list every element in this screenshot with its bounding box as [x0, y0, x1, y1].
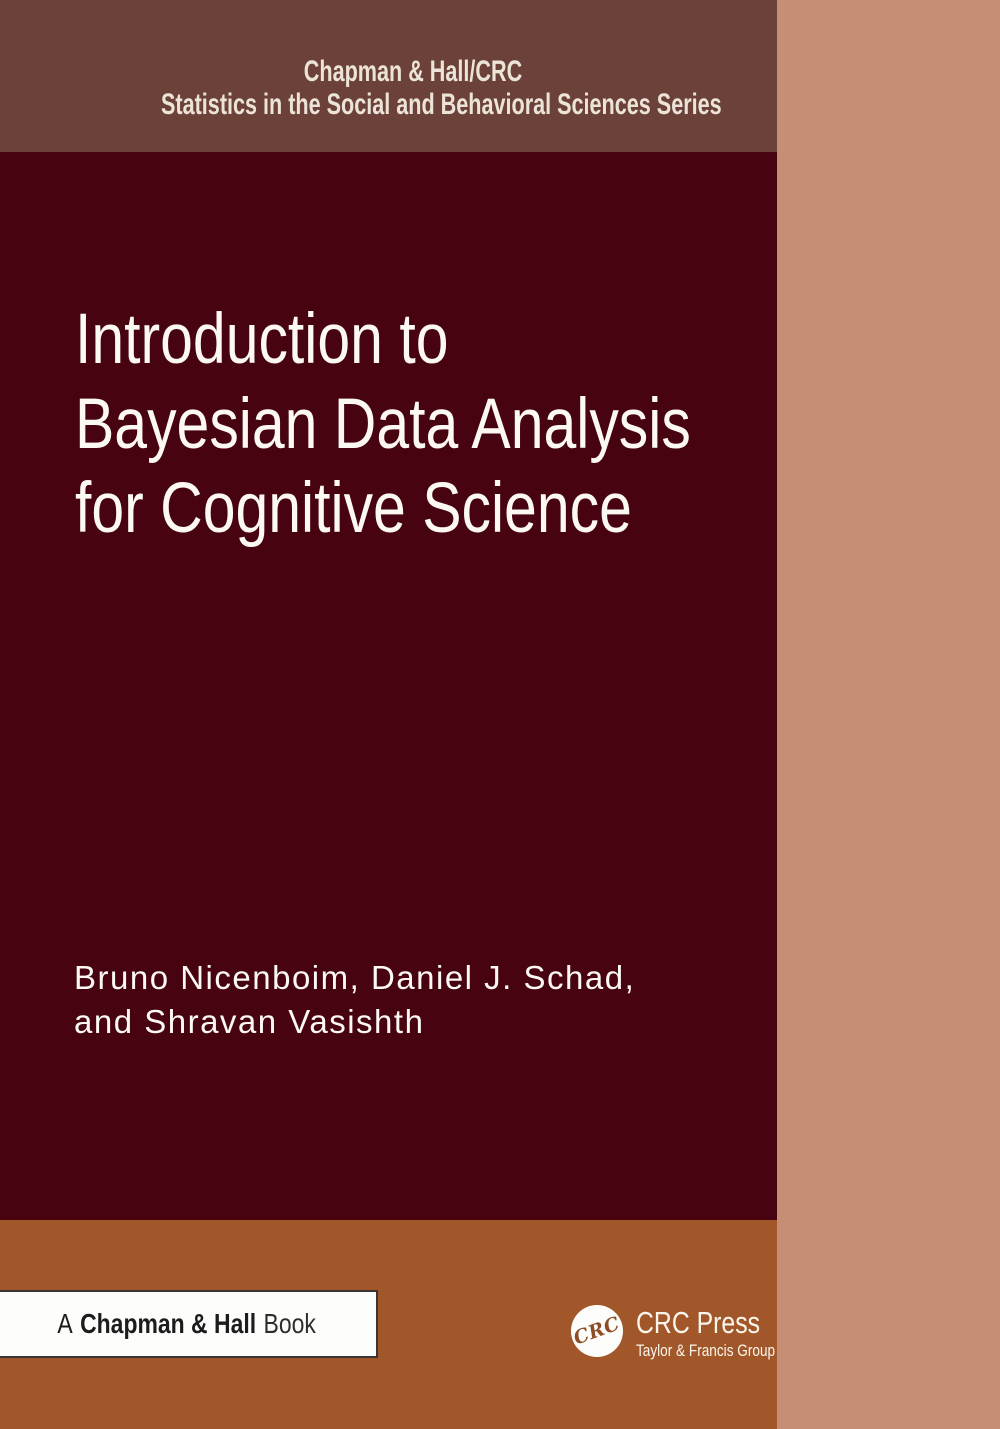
series-title	[160, 55, 722, 121]
book-label-suffix: Book	[263, 1308, 317, 1339]
crc-monogram: CRC	[570, 1312, 624, 1350]
footer-band	[0, 1220, 777, 1429]
book-title	[75, 298, 691, 552]
book-label-prefix: A	[57, 1308, 74, 1339]
series-line-1: Chapman & Hall/CRC	[303, 55, 523, 88]
book-label-publisher: Chapman & Hall	[80, 1308, 257, 1339]
cover-main-field	[0, 152, 777, 1220]
crc-press-logo	[636, 1306, 775, 1360]
crc-press-name: CRC Press	[636, 1305, 761, 1340]
crc-monogram-circle	[571, 1305, 623, 1357]
authors-line-1: Bruno Nicenboim, Daniel J. Schad,	[74, 959, 636, 996]
series-line-2: Statistics in the Social and Behavioral Sciences Series	[160, 88, 722, 121]
chapman-book-label	[58, 1308, 316, 1340]
title-line-1: Introduction to	[75, 300, 449, 379]
chapman-hall-box	[0, 1290, 378, 1358]
book-authors	[74, 956, 635, 1044]
series-band	[0, 0, 777, 152]
title-line-2: Bayesian Data Analysis	[75, 384, 691, 464]
spine-column	[777, 0, 1000, 1429]
taylor-francis-group: Taylor & Francis Group	[636, 1341, 776, 1360]
title-line-3: for Cognitive Science	[75, 469, 632, 548]
authors-line-2: and Shravan Vasishth	[74, 1003, 425, 1040]
